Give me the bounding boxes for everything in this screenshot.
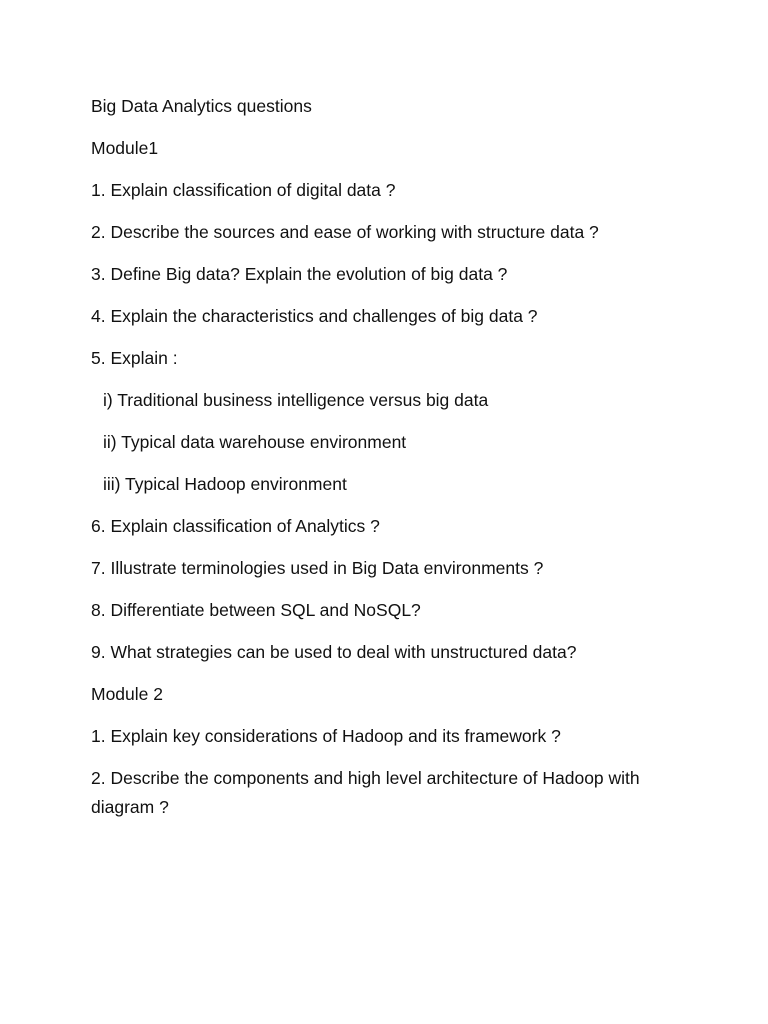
- module2-question-1: 1. Explain key considerations of Hadoop and its framework ?: [91, 726, 561, 746]
- question-7: 7. Illustrate terminologies used in Big Data environments ?: [91, 558, 544, 578]
- question-5-part-i: i) Traditional business intelligence versus big data: [103, 390, 489, 410]
- module1-heading: Module1: [91, 138, 159, 158]
- module2-heading: Module 2: [91, 684, 163, 704]
- question-5: 5. Explain :: [91, 348, 178, 368]
- question-6: 6. Explain classification of Analytics ?: [91, 516, 380, 536]
- question-2: 2. Describe the sources and ease of working with structure data ?: [91, 222, 599, 242]
- document-title: Big Data Analytics questions: [91, 96, 312, 116]
- question-8: 8. Differentiate between SQL and NoSQL?: [91, 600, 421, 620]
- question-5-part-ii: ii) Typical data warehouse environment: [103, 432, 407, 452]
- question-1: 1. Explain classification of digital data ?: [91, 180, 396, 200]
- module2-question-2: 2. Describe the components and high level architecture of Hadoop with diagram ?: [91, 768, 640, 817]
- question-3: 3. Define Big data? Explain the evolution of big data ?: [91, 264, 508, 284]
- question-9: 9. What strategies can be used to deal with unstructured data?: [91, 642, 577, 662]
- question-5-part-iii: iii) Typical Hadoop environment: [103, 474, 347, 494]
- question-4: 4. Explain the characteristics and challenges of big data ?: [91, 306, 538, 326]
